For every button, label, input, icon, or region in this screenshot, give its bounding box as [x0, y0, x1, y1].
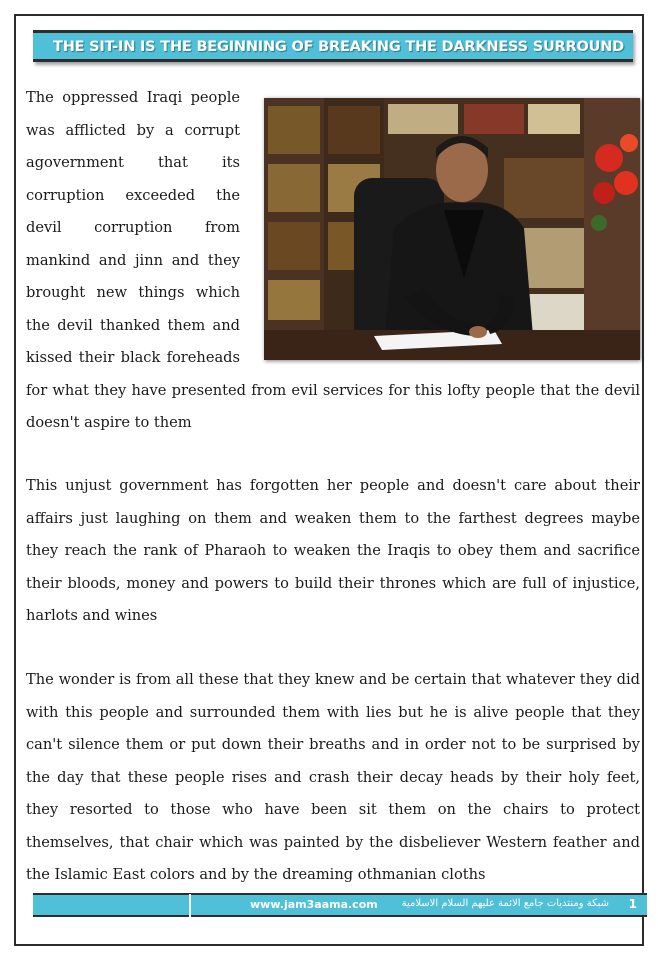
footer-site-name: شبكة ومنتديات جامع الائمة عليهم السلام الاسلامية	[401, 898, 609, 909]
footer-bar	[33, 893, 647, 917]
footer-website-link[interactable]: www.jam3aama.com	[250, 898, 378, 911]
paragraph-2: This unjust government has forgotten her people and doesn't care about their affairs just laughing on them and weaken them to the farthest degrees maybe they reach the rank of Pharaoh to weaken the Iraqis to obey them and sacrifice their bloods, money and powers to build their thrones which are full of injustice, harlots and wines	[26, 477, 640, 624]
page-number: 1	[628, 897, 637, 911]
title-banner	[33, 30, 633, 62]
office-photo-illustration	[264, 98, 640, 360]
paragraph-1: The oppressed Iraqi people was afflicted by a corrupt agovernment that its corruption exceeded the devil corruption from mankind and jinn and they brought new things which the devil thanked them and kissed their black foreheads for what they have presented from evil services for this lofty people that the devil doesn't aspire to them	[26, 89, 640, 431]
page-title: THE SIT-IN IS THE BEGINNING OF BREAKING THE DARKNESS SURROUND	[53, 39, 624, 55]
paragraph-3: The wonder is from all these that they knew and be certain that whatever they did with this people and surrounded them with lies but he is alive people that they can't silence them or put down their breaths and in order not to be surprised by the day that these people rises and crash their decay heads by their holy feet, they resorted to those who have been sit them on the chairs to protect themselves, that chair which was painted by the disbeliever Western feather and the Islamic East colors and by the dreaming othmanian cloths	[26, 671, 640, 883]
article-photo	[264, 98, 640, 360]
footer-divider	[189, 894, 191, 918]
paragraph-1-container	[26, 82, 640, 440]
